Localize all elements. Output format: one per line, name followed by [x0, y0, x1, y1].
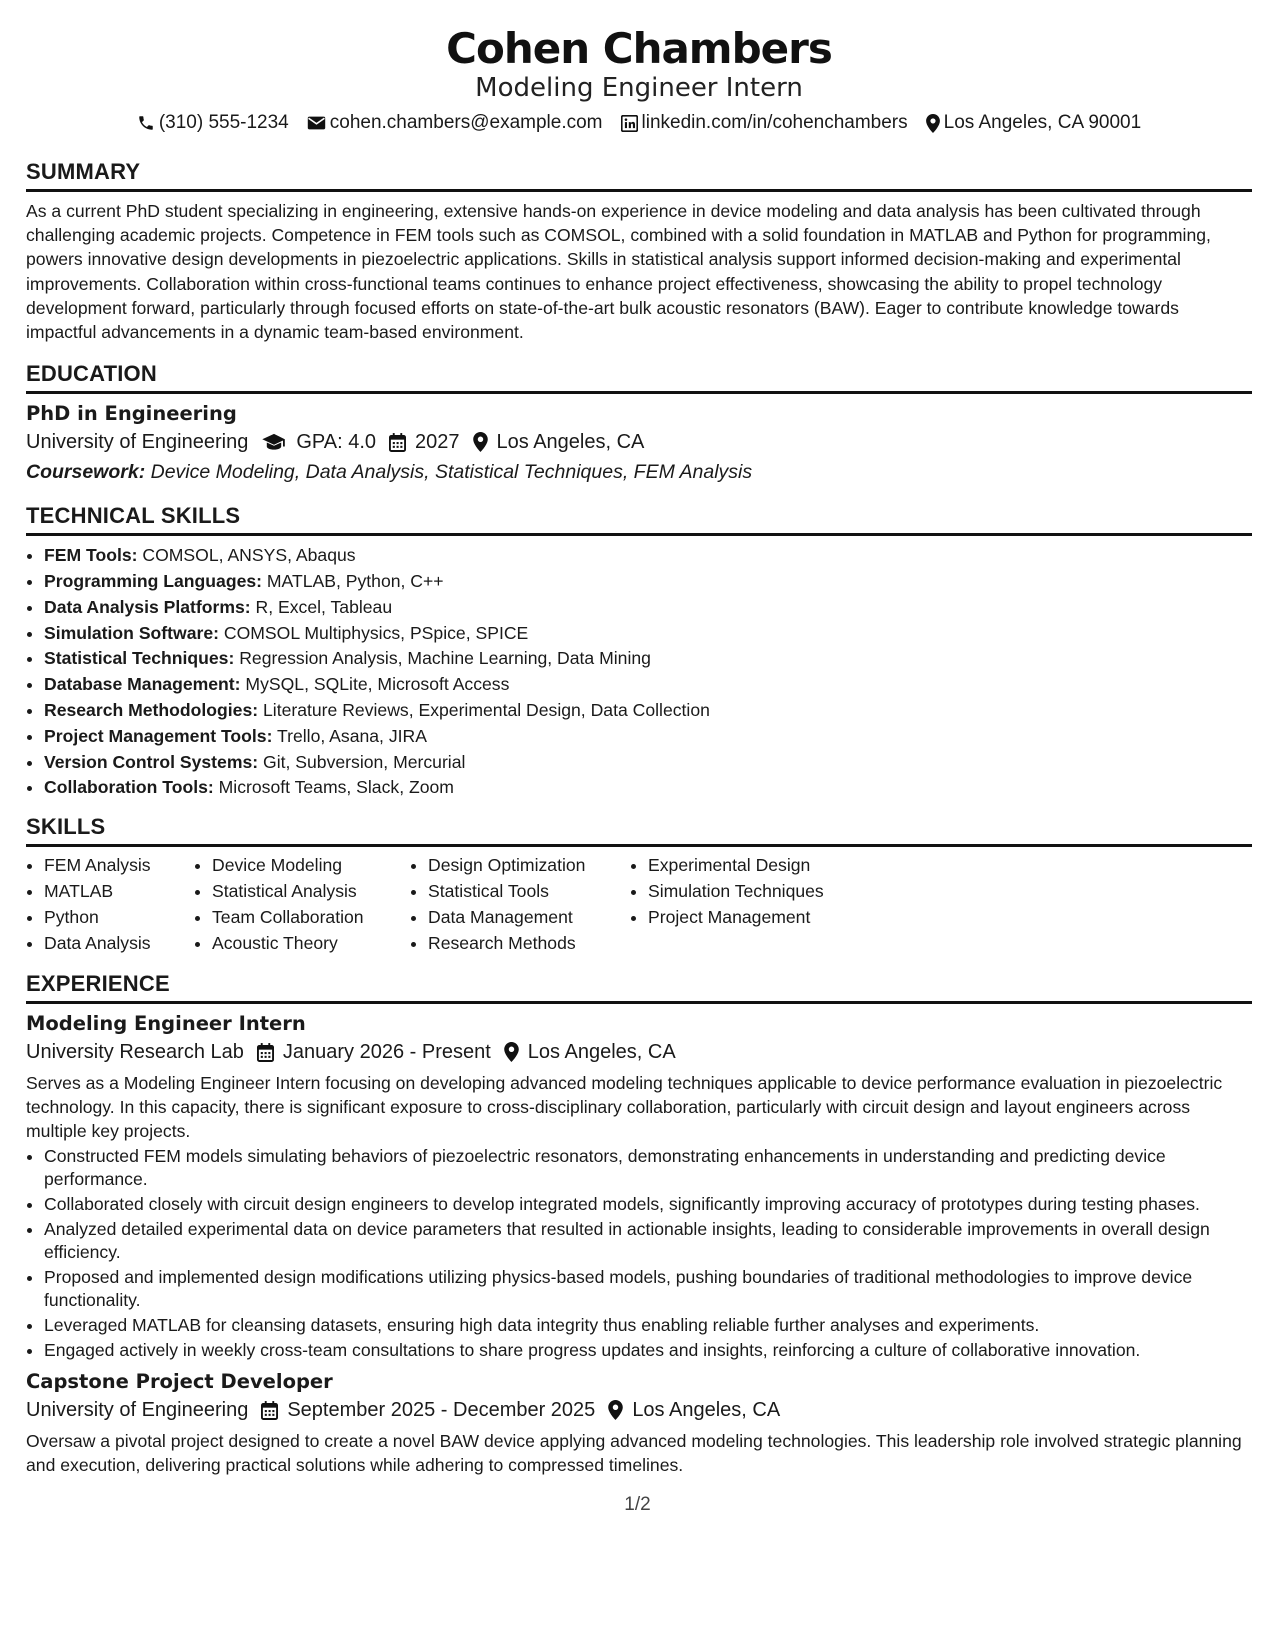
list-item	[44, 775, 1252, 801]
skill-label: Data Analysis Platforms:	[44, 596, 251, 617]
list-item: • Team Collaboration	[212, 905, 410, 931]
summary-heading: SUMMARY	[26, 158, 1252, 192]
education-heading: EDUCATION	[26, 360, 1252, 394]
skills-column	[194, 853, 410, 956]
candidate-name: Cohen Chambers	[446, 24, 832, 73]
list-item	[44, 646, 1252, 672]
school-name: University of Engineering	[26, 431, 249, 454]
email-text: cohen.chambers@example.com	[329, 112, 603, 133]
job-location: Los Angeles, CA	[527, 1041, 676, 1064]
contact-location	[926, 110, 1142, 136]
list-item: • MATLAB	[44, 879, 194, 905]
job-dates: September 2025 - December 2025	[287, 1399, 596, 1422]
skill-value: Git, Subversion, Mercurial	[263, 751, 466, 772]
skill-label: Statistical Techniques:	[44, 648, 235, 669]
list-item: • Data Management	[428, 905, 630, 931]
map-pin-icon	[926, 114, 940, 133]
skill-label: Project Management Tools:	[44, 725, 273, 746]
job-description: Oversaw a pivotal project designed to create a novel BAW device applying advanced modeling technologies. This leadership role involved strategic planning and execution, delivering practical solutions while adhering to compressed timelines.	[26, 1431, 1242, 1475]
skill-label: Simulation Software:	[44, 622, 219, 643]
contact-email[interactable]	[307, 110, 603, 136]
phone-text: (310) 555-1234	[158, 112, 289, 133]
technical-skills-list	[26, 543, 1252, 801]
skill-value: Microsoft Teams, Slack, Zoom	[218, 777, 454, 798]
skill-value: COMSOL, ANSYS, Abaqus	[142, 545, 356, 566]
list-item: • Proposed and implemented design modifications utilizing physics-based models, pushing boundaries of traditional methodologies to improve device functionality.	[44, 1266, 1252, 1313]
job-bullets	[26, 1145, 1252, 1363]
list-item: • Research Methods	[428, 931, 630, 957]
candidate-title: Modeling Engineer Intern	[475, 73, 803, 103]
calendar-icon	[261, 1401, 278, 1420]
skills-column	[410, 853, 630, 956]
skills-section	[26, 813, 1252, 956]
skill-value: Trello, Asana, JIRA	[277, 725, 427, 746]
skill-value: R, Excel, Tableau	[255, 596, 393, 617]
education-meta	[26, 428, 1252, 456]
job-org: University of Engineering	[26, 1399, 249, 1422]
list-item: • Statistical Tools	[428, 879, 630, 905]
job-location: Los Angeles, CA	[632, 1399, 781, 1422]
coursework-list: Device Modeling, Data Analysis, Statistical Techniques, FEM Analysis	[150, 461, 753, 484]
job-org: University Research Lab	[26, 1041, 244, 1064]
resume-header	[26, 0, 1252, 136]
list-item	[44, 698, 1252, 724]
education-section	[26, 360, 1252, 486]
linkedin-icon	[621, 115, 638, 132]
job-description: Serves as a Modeling Engineer Intern focusing on developing advanced modeling techniques applicable to device performance evaluation in piezoelectric technology. In this capacity, there is significant exposure to cross-disciplinary collaboration, particularly with circuit design and layout engineers across multiple key projects.	[26, 1073, 1223, 1141]
degree-title: PhD in Engineering	[26, 402, 237, 426]
list-item: • Constructed FEM models simulating behaviors of piezoelectric resonators, demonstrating enhancements in understanding and predicting device performance.	[44, 1145, 1252, 1192]
map-pin-icon	[504, 1042, 519, 1062]
map-pin-icon	[473, 432, 488, 452]
list-item: • FEM Analysis	[44, 853, 194, 879]
list-item: • Analyzed detailed experimental data on device parameters that resulted in actionable insights, leading to considerable improvements in overall design efficiency.	[44, 1218, 1252, 1265]
list-item: • Statistical Analysis	[212, 879, 410, 905]
job-title: Capstone Project Developer	[26, 1370, 333, 1394]
contact-phone[interactable]	[137, 110, 289, 136]
list-item: • Data Analysis	[44, 931, 194, 957]
experience-heading: EXPERIENCE	[26, 970, 1252, 1004]
calendar-icon	[257, 1043, 274, 1062]
list-item	[44, 724, 1252, 750]
list-item: • Engaged actively in weekly cross-team consultations to share progress updates and insights, reinforcing a culture of collaborative innovation.	[44, 1339, 1252, 1362]
skill-value: Regression Analysis, Machine Learning, Data Mining	[239, 648, 651, 669]
envelope-icon	[307, 115, 326, 131]
map-pin-icon	[608, 1400, 623, 1420]
skill-value: MySQL, SQLite, Microsoft Access	[245, 674, 510, 695]
list-item: • Experimental Design	[648, 853, 868, 879]
summary-text: As a current PhD student specializing in engineering, extensive hands-on experience in device modeling and data analysis has been cultivated through challenging academic projects. Competence in FEM tools such as COMSOL, combined with a solid foundation in MATLAB and Python for programming, powers innovative design developments in piezoelectric applications. Skills in statistical analysis support informed decision-making and experimental improvements. Collaboration within cross-functional teams continues to enhance project effectiveness, showcasing the ability to propel technology development forward, particularly through focused efforts on state-of-the-art bulk acoustic resonators (BAW). Eager to contribute knowledge towards impactful advancements in a dynamic team-based environment.	[26, 201, 1211, 343]
list-item	[44, 569, 1252, 595]
linkedin-text: linkedin.com/in/cohenchambers	[641, 112, 908, 133]
job-entry	[26, 1010, 1252, 1362]
page-number: 1/2	[624, 1494, 651, 1515]
technical-skills-section	[26, 502, 1252, 801]
skill-label: Programming Languages:	[44, 571, 262, 592]
skill-label: Version Control Systems:	[44, 751, 259, 772]
summary-section	[26, 158, 1252, 344]
experience-section	[26, 970, 1252, 1477]
skills-heading: SKILLS	[26, 813, 1252, 847]
list-item: • Leveraged MATLAB for cleansing datasets, ensuring high data integrity thus enabling reliable further analyses and experiments.	[44, 1314, 1252, 1337]
list-item: • Project Management	[648, 905, 868, 931]
skills-grid	[26, 853, 1252, 956]
list-item: • Device Modeling	[212, 853, 410, 879]
list-item: • Collaborated closely with circuit design engineers to develop integrated models, significantly improving accuracy of prototypes during testing phases.	[44, 1193, 1252, 1216]
list-item: • Python	[44, 905, 194, 931]
skills-column	[630, 853, 868, 956]
skills-column	[26, 853, 194, 956]
list-item	[44, 621, 1252, 647]
list-item: • Design Optimization	[428, 853, 630, 879]
graduation-year: 2027	[415, 431, 460, 454]
list-item	[44, 750, 1252, 776]
skill-label: FEM Tools:	[44, 545, 138, 566]
job-title: Modeling Engineer Intern	[26, 1012, 306, 1036]
phone-icon	[137, 114, 155, 132]
gpa-text: GPA: 4.0	[296, 431, 377, 454]
skill-label: Collaboration Tools:	[44, 777, 214, 798]
list-item	[44, 672, 1252, 698]
skill-label: Research Methodologies:	[44, 700, 259, 720]
education-location: Los Angeles, CA	[496, 431, 645, 454]
list-item: • Simulation Techniques	[648, 879, 868, 905]
contact-linkedin[interactable]	[621, 110, 908, 136]
skill-value: Literature Reviews, Experimental Design, Data Collection	[263, 700, 710, 720]
coursework-line	[26, 458, 1252, 486]
job-meta	[26, 1396, 1252, 1424]
list-item	[44, 595, 1252, 621]
coursework-label: Coursework:	[26, 461, 146, 484]
job-meta	[26, 1038, 1252, 1066]
graduation-cap-icon	[261, 433, 287, 451]
skill-value: COMSOL Multiphysics, PSpice, SPICE	[223, 622, 529, 643]
list-item	[44, 543, 1252, 569]
resume-page	[26, 0, 1252, 1477]
skill-value: MATLAB, Python, C++	[266, 571, 444, 592]
location-text: Los Angeles, CA 90001	[943, 112, 1142, 133]
calendar-icon	[389, 433, 406, 452]
job-entry	[26, 1368, 1252, 1477]
contact-line	[26, 110, 1252, 136]
skill-label: Database Management:	[44, 674, 241, 695]
list-item: • Acoustic Theory	[212, 931, 410, 957]
technical-skills-heading: TECHNICAL SKILLS	[26, 502, 1252, 536]
job-dates: January 2026 - Present	[282, 1041, 491, 1064]
